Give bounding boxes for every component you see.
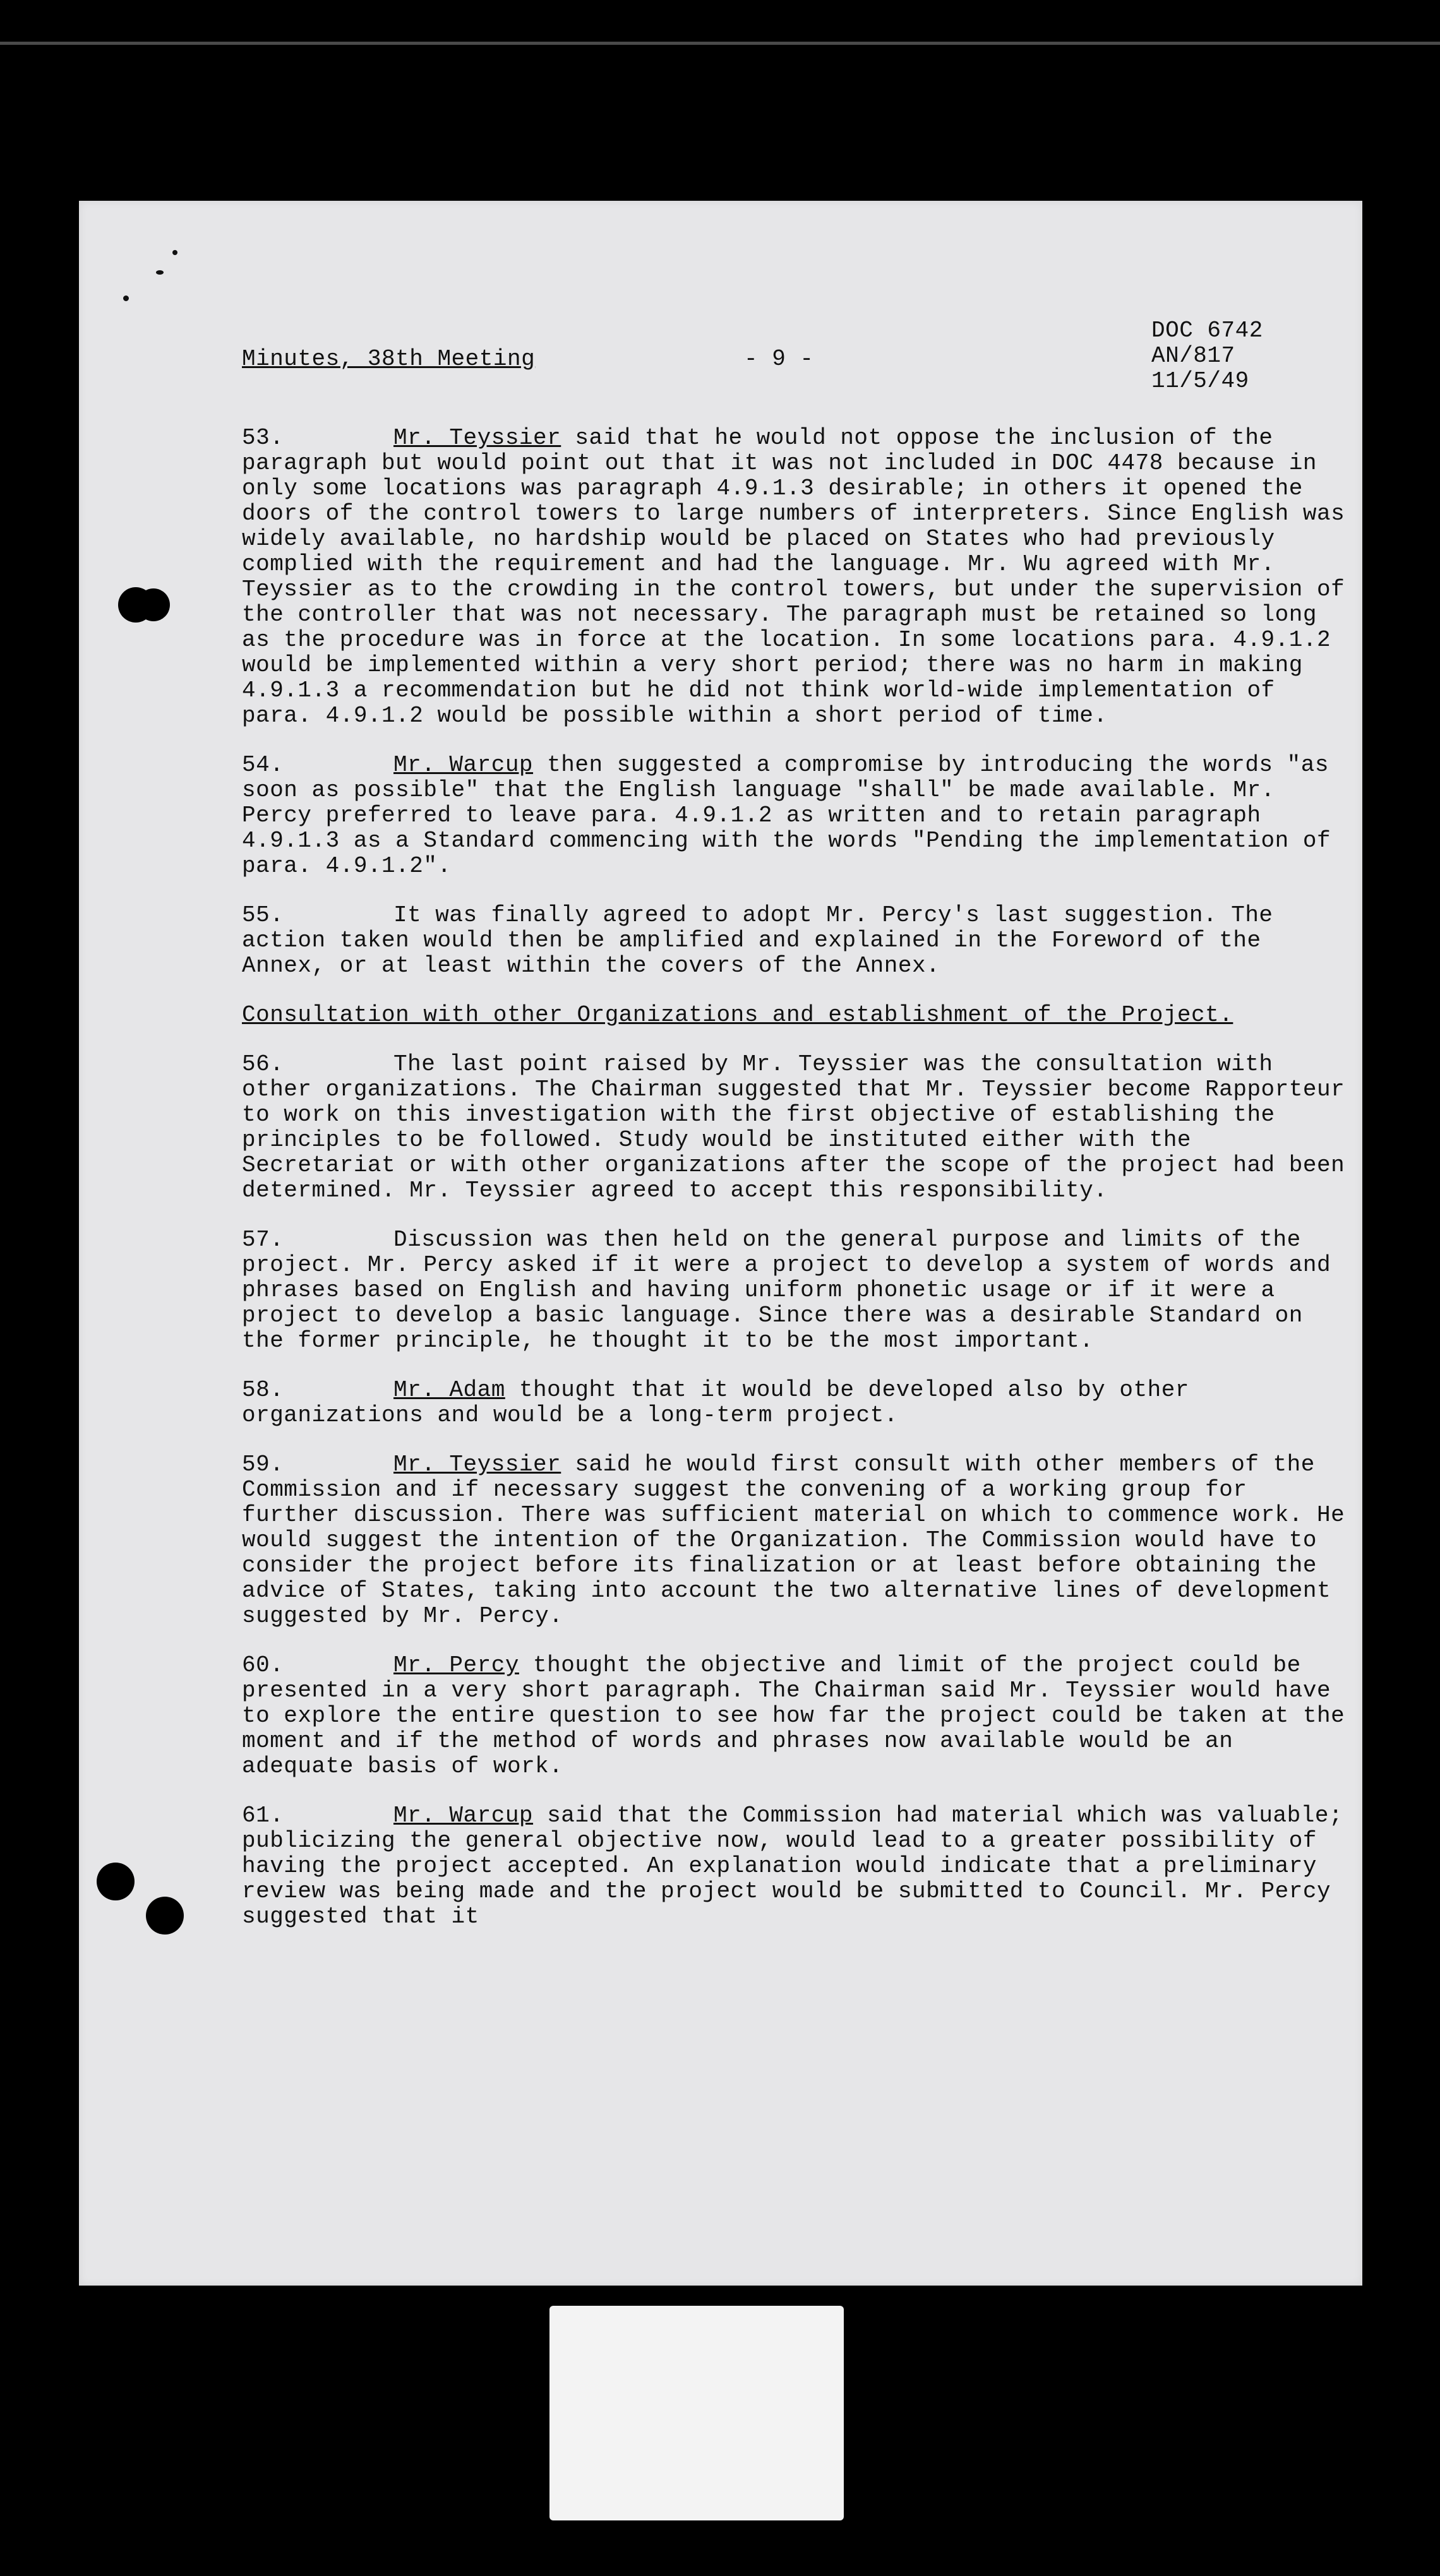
page-header: [242, 318, 1353, 426]
section-heading: Consultation with other Organizations and establishment of the Project.: [242, 1002, 1233, 1028]
speaker-name: Mr. Adam: [393, 1377, 505, 1403]
an-number: AN/817: [1151, 343, 1235, 369]
speaker-name: Mr. Percy: [393, 1652, 519, 1678]
punch-hole: [146, 1897, 184, 1935]
meeting-title: Minutes, 38th Meeting: [242, 346, 536, 372]
paragraph-56: 56. The last point raised by Mr. Teyssier was the consultation with other organizations. The Chairman suggested that Mr. Teyssier become Rapporteur to work on this investigation with the first objective of establishing the principles to be followed. Study would be instituted either with the Secretariat or with other organizations after the scope of the project had been determined. Mr. Teyssier agreed to accept this responsibility.: [242, 1051, 1345, 1203]
doc-date: 11/5/49: [1151, 368, 1249, 394]
ink-speck: [156, 270, 164, 275]
ink-speck: [123, 295, 129, 301]
top-rule: [0, 42, 1440, 45]
paper-slip: [549, 2306, 844, 2520]
speaker-name: Mr. Warcup: [393, 1803, 534, 1828]
ink-speck: [172, 250, 177, 255]
paragraph-54: 54. Mr. Warcup then suggested a compromise by introducing the words "as soon as possible" that the English language "shall" be made available. Mr. Percy preferred to leave para. 4.9.1.2 as written and to retain paragraph 4.9.1.3 as a Standard commencing with the words "Pending the implementation of para. 4.9.1.2".: [242, 752, 1331, 879]
doc-number: DOC 6742: [1151, 318, 1263, 343]
speaker-name: Mr. Teyssier: [393, 1452, 561, 1477]
paragraph-53: 53. Mr. Teyssier said that he would not oppose the inclusion of the paragraph but would point out that it was not included in DOC 4478 because in only some locations was paragraph 4.9.1.3 desirable; in others it opened the doors of the control towers to large numbers of interpreters. Since English was widely available, no hardship would be placed on States who had previously complied with the requirement and had the language. Mr. Wu agreed with Mr. Teyssier as to the crowding in the control towers, but under the supervision of the controller that was not necessary. The paragraph must be retained so long as the procedure was in force at the location. In some locations para. 4.9.1.2 would be implemented within a very short period; there was no harm in making 4.9.1.3 a recommendation but he did not think world-wide implementation of para. 4.9.1.2 would be possible within a short period of time.: [242, 425, 1345, 729]
speaker-name: Mr. Teyssier: [393, 425, 561, 451]
paragraph-61: 61. Mr. Warcup said that the Commission had material which was valuable; publicizing the general objective now, would lead to a greater possibility of having the project accepted. An explanation would indicate that a preliminary review was being made and the project would be submitted to Council. Mr. Percy suggested that it: [242, 1803, 1343, 1929]
punch-hole: [137, 588, 170, 621]
page-number: - 9 -: [744, 346, 814, 372]
punch-hole: [97, 1863, 135, 1900]
paragraph-58: 58. Mr. Adam thought that it would be developed also by other organizations and would be a long-term project.: [242, 1377, 1189, 1428]
paragraph-60: 60. Mr. Percy thought the objective and limit of the project could be presented in a very short paragraph. The Chairman said Mr. Teyssier would have to explore the entire question to see how far the project could be taken at the moment and if the method of words and phrases now available would be an adequate basis of work.: [242, 1652, 1345, 1779]
paragraph-59: 59. Mr. Teyssier said he would first consult with other members of the Commission and if necessary suggest the convening of a working group for further discussion. There was sufficient material on which to commence work. He would suggest the intention of the Organization. The Commission would have to consider the project before its finalization or at least before obtaining the advice of States, taking into account the two alternative lines of development suggested by Mr. Percy.: [242, 1452, 1345, 1629]
document-reference: [1151, 318, 1263, 394]
document-page: [79, 201, 1362, 2286]
paragraph-55: 55. It was finally agreed to adopt Mr. Percy's last suggestion. The action taken would then be amplified and explained in the Foreword of the Annex, or at least within the covers of the Annex.: [242, 902, 1273, 979]
document-body: [242, 318, 1353, 1953]
speaker-name: Mr. Warcup: [393, 752, 534, 778]
paragraph-57: 57. Discussion was then held on the general purpose and limits of the project. Mr. Percy asked if it were a project to develop a system of words and phrases based on English and having uniform phonetic usage or if it were a project to develop a basic language. Since there was a desirable Standard on the former principle, he thought it to be the most important.: [242, 1227, 1331, 1354]
